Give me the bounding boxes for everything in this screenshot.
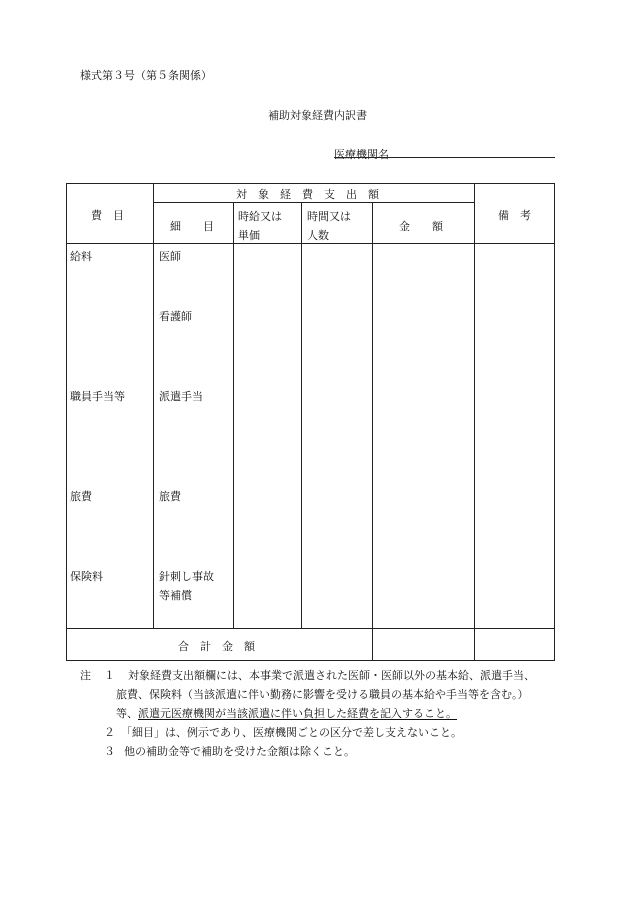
note-prefix: 注 — [80, 669, 91, 682]
note-1-line1: 対象経費支出額欄には、本事業で派遣された医師・医師以外の基本給、派遣手当、 — [128, 669, 535, 682]
item-travel: 旅費 — [159, 490, 181, 503]
item-needlestick-line1: 針刺し事故 — [159, 570, 214, 583]
header-item: 細 目 — [170, 220, 214, 233]
item-nurse: 看護師 — [159, 310, 192, 323]
note-1-line2: 旅費、保険料（当該派遣に伴い勤務に影響を受ける職員の基本給や手当等を含む。） — [116, 688, 529, 701]
institution-name-label: 医療機関名 — [334, 148, 389, 161]
total-amount-label: 合 計 金 額 — [178, 640, 255, 653]
group-header-divider — [153, 202, 474, 203]
expense-staff-allowance: 職員手当等 — [70, 390, 125, 403]
note-1-number: １ — [104, 669, 115, 682]
item-col-divider — [233, 202, 234, 629]
note-2-text: 「細目」は、例示であり、医療機関ごとの区分で差し支えないこと。 — [121, 726, 462, 739]
form-number: 様式第３号（第５条関係） — [80, 69, 212, 82]
item-doctor: 医師 — [159, 250, 181, 263]
amount-col-divider — [474, 183, 475, 661]
header-bottom-line — [66, 243, 555, 244]
item-dispatch-allowance: 派遣手当 — [159, 390, 203, 403]
table-border-bottom — [66, 660, 555, 661]
note-1-line3 — [116, 705, 457, 721]
table-border-left — [66, 183, 67, 661]
expense-insurance: 保険料 — [70, 570, 103, 583]
note-2-number: ２ — [104, 726, 115, 739]
header-target-expense-amount: 対 象 経 費 支 出 額 — [236, 188, 379, 201]
total-amount-field[interactable] — [373, 629, 473, 660]
table-border-top — [66, 183, 555, 184]
expense-col-divider — [153, 183, 154, 629]
institution-name-field[interactable] — [334, 157, 555, 158]
expense-travel: 旅費 — [70, 490, 92, 503]
header-hours-line1: 時間又は — [307, 210, 351, 223]
header-rate-line1: 時給又は — [238, 210, 282, 223]
document-title: 補助対象経費内訳書 — [268, 109, 367, 122]
item-needlestick-line2: 等補償 — [159, 589, 192, 602]
note-3-text: 他の補助金等で補助を受けた金額は除くこと。 — [124, 745, 355, 758]
header-amount: 金 額 — [399, 220, 443, 233]
note-3-number: ３ — [104, 745, 115, 758]
total-row-top-line — [66, 628, 555, 629]
amount-input-column[interactable] — [373, 244, 473, 628]
header-rate-line2: 単価 — [238, 229, 260, 242]
note-1-underlined-text: 派遣元医療機関が当該派遣に伴い負担した経費を記入すること。 — [138, 707, 457, 720]
header-expense-category: 費 目 — [91, 209, 124, 222]
table-border-right — [554, 183, 555, 661]
rate-col-divider — [301, 202, 302, 629]
expense-salary: 給料 — [70, 250, 92, 263]
header-hours-line2: 人数 — [307, 229, 329, 242]
note-1-line3-prefix: 等、 — [116, 707, 138, 720]
header-remarks: 備 考 — [498, 209, 531, 222]
